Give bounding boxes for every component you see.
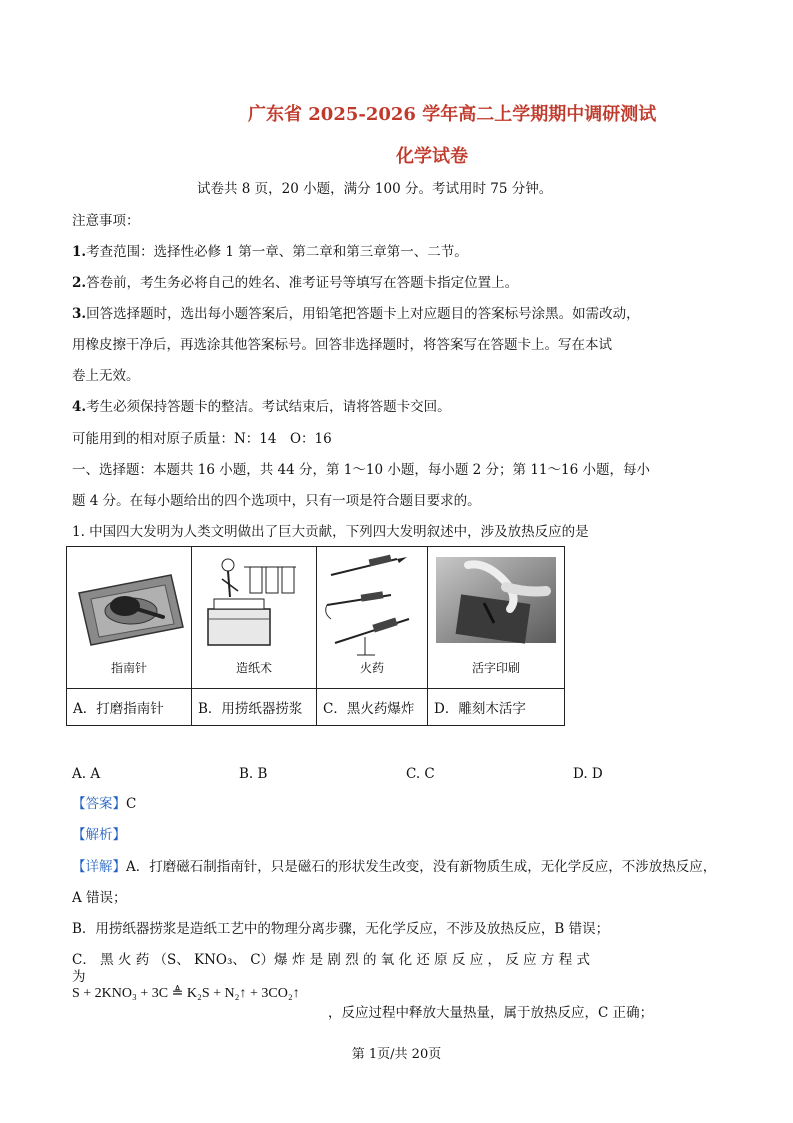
choice-a: A. A — [72, 766, 101, 782]
image-cell-printing — [428, 547, 565, 689]
section-instructions-line-1: 一、选择题：本题共 16 小题，共 44 分，第 1～10 小题，每小题 2 分；第 11～16 小题，每小 — [72, 462, 650, 478]
note-text: 考生必须保持答题卡的整洁。考试结束后，请将答题卡交回。 — [86, 399, 451, 415]
question-1-stem: 1. 中国四大发明为人类文明做出了巨大贡献，下列四大发明叙述中，涉及放热反应的是 — [72, 524, 589, 540]
note-item — [72, 336, 612, 354]
table-option-b: B．用捞纸器捞浆 — [192, 689, 317, 726]
note-text: 卷上无效。 — [72, 368, 140, 384]
detail-text: A．打磨磁石制指南针，只是磁石的形状发生改变，没有新物质生成，无化学反应，不涉放热反应， — [126, 859, 717, 875]
atomic-mass-line: 可能用到的相对原子质量：N：14 O：16 — [72, 431, 332, 447]
note-text: 答卷前，考生务必将自己的姓名、准考证号等填写在答题卡指定位置上。 — [86, 275, 519, 291]
answer-tag: 【答案】 — [72, 796, 126, 812]
detail-line-5: 为 — [72, 969, 86, 985]
note-text: 考查范围：选择性必修 1 第一章、第二章和第三章第一、二节。 — [86, 244, 468, 260]
image-cell-gunpowder — [317, 547, 428, 689]
analysis-tag: 【解析】 — [72, 827, 126, 843]
exam-title: 广东省 2025-2026 学年高二上学期期中调研测试 — [248, 104, 657, 125]
image-cell-compass — [67, 547, 192, 689]
section-instructions-line-2: 题 4 分。在每小题给出的四个选项中，只有一项是符合题目要求的。 — [72, 493, 481, 509]
image-caption: 指南针 — [110, 661, 147, 675]
note-number: 1. — [72, 244, 87, 260]
detail-line-1 — [72, 858, 716, 876]
reaction-equation: S + 2KNO₃ + 3C ≜ K₂S + N₂↑ + 3CO₂↑ — [72, 986, 300, 1001]
exam-subtitle: 化学试卷 — [396, 146, 468, 167]
exam-info: 试卷共 8 页，20 小题，满分 100 分。考试用时 75 分钟。 — [197, 181, 553, 197]
question-1-table — [66, 546, 565, 726]
image-caption: 活字印刷 — [471, 661, 520, 675]
detail-line-4: C． 黑 火 药 （S、 KNO₃、 C）爆 炸 是 剧 烈 的 氧 化 还 原 反 应 ， 反 应 方 程 式 — [72, 952, 590, 968]
note-item — [72, 243, 468, 261]
table-option-d: D．雕刻木活字 — [428, 689, 565, 726]
note-number: 2. — [72, 275, 87, 291]
table-option-a: A．打磨指南针 — [67, 689, 192, 726]
note-item — [72, 274, 518, 292]
detail-line-2: A 错误； — [72, 890, 127, 906]
note-number: 3. — [72, 306, 87, 322]
note-text: 回答选择题时，选出每小题答案后，用铅笔把答题卡上对应题目的答案标号涂黑。如需改动， — [86, 306, 640, 322]
image-caption: 造纸术 — [235, 661, 272, 675]
detail-line-3: B．用捞纸器捞浆是造纸工艺中的物理分离步骤，无化学反应，不涉及放热反应，B 错误； — [72, 921, 610, 937]
answer-value: C — [126, 796, 137, 812]
choice-d: D. D — [573, 766, 603, 782]
note-text: 用橡皮擦干净后，再选涂其他答案标号。回答非选择题时，将答案写在答题卡上。写在本试 — [72, 337, 612, 353]
image-cell-papermaking — [192, 547, 317, 689]
note-item — [72, 367, 140, 385]
answer-line — [72, 795, 136, 813]
choice-b: B. B — [239, 766, 268, 782]
note-item — [72, 305, 640, 323]
note-number: 4. — [72, 399, 87, 415]
notes-heading: 注意事项： — [72, 213, 140, 229]
choice-c: C. C — [406, 766, 435, 782]
detail-tag: 【详解】 — [72, 859, 126, 875]
note-item — [72, 398, 451, 416]
table-option-c: C．黑火药爆炸 — [317, 689, 428, 726]
page-number: 第 1页/共 20页 — [351, 1047, 442, 1062]
detail-line-6: ，反应过程中释放大量热量，属于放热反应，C 正确； — [328, 1005, 654, 1021]
image-caption: 火药 — [359, 661, 384, 675]
